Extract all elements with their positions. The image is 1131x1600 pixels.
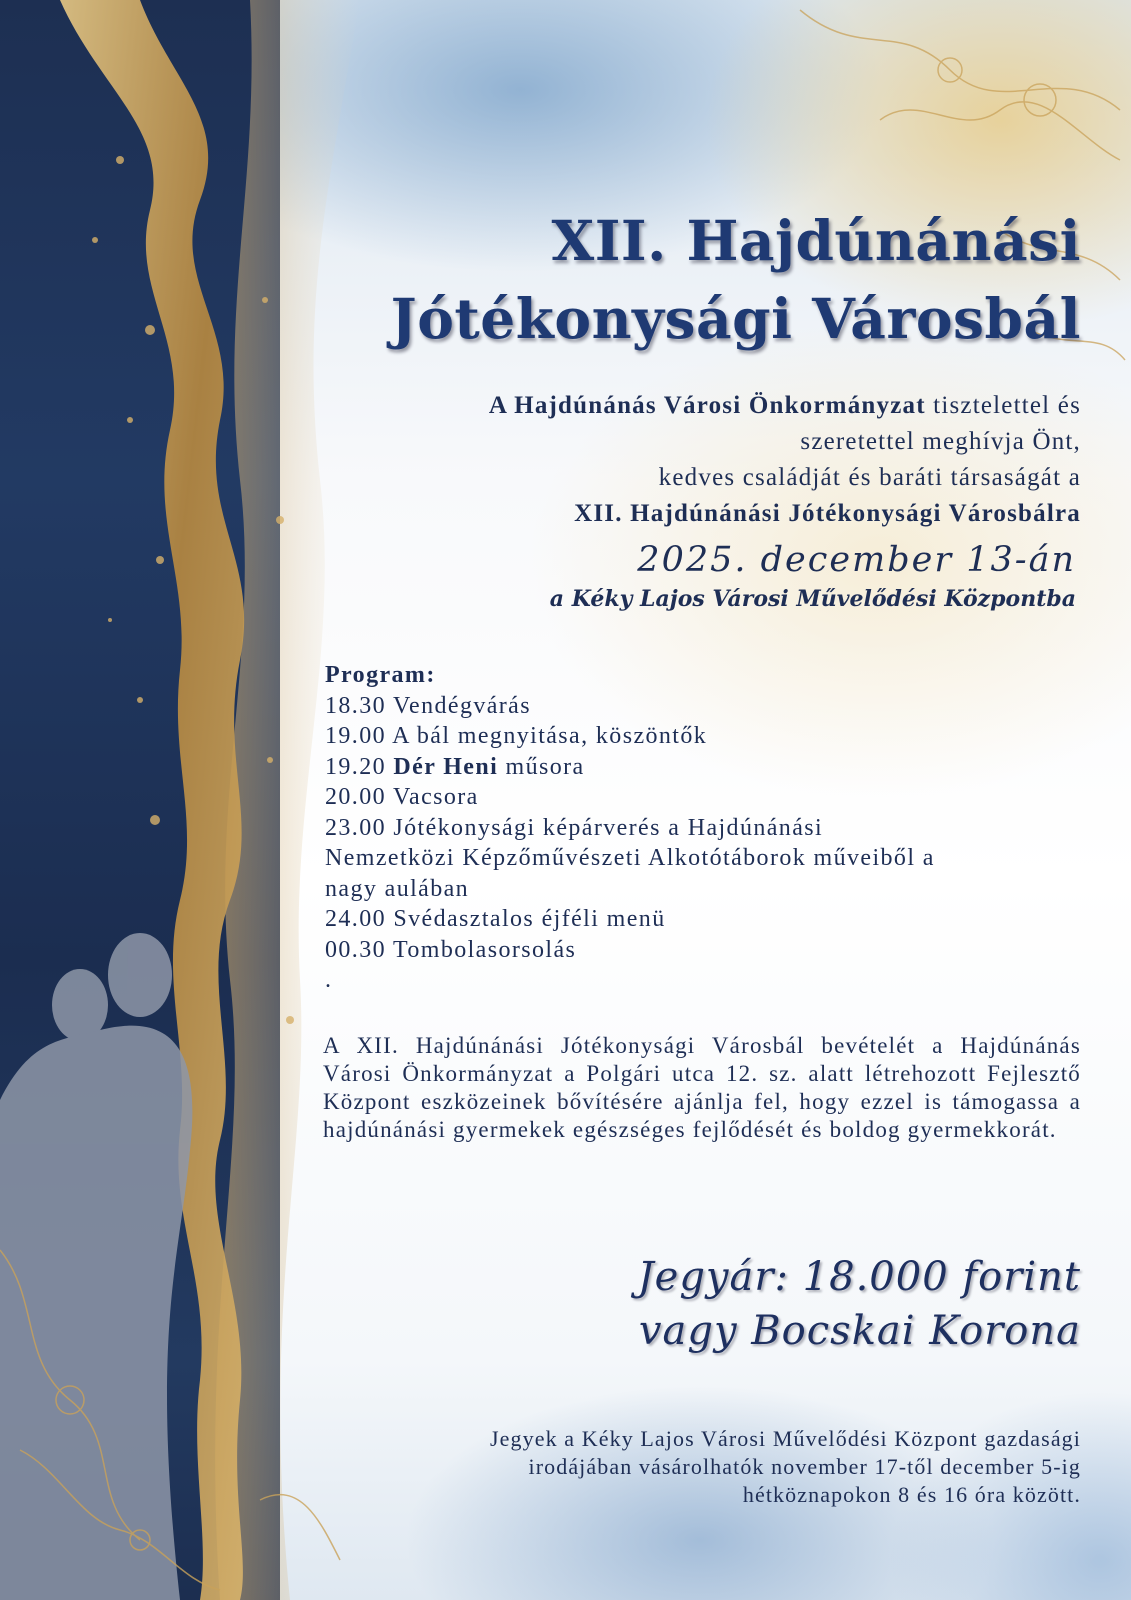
program-item: 19.00 A bál megnyitása, köszöntők: [325, 723, 708, 749]
program-item-continued: nagy aulában: [325, 875, 470, 902]
price-line-1: Jegyár: 18.000 forint: [637, 1254, 1081, 1300]
ticket-price: [381, 1250, 1081, 1358]
program-trailing-dot: .: [325, 967, 333, 993]
program-item: [325, 752, 1085, 783]
event-venue: a Kéky Lajos Városi Művelődési Központba: [549, 586, 1076, 612]
intro-line-1: [301, 388, 1081, 424]
program-item-time: 19.20: [325, 753, 394, 780]
performer-name: Dér Heni: [393, 753, 499, 780]
price-line-2: vagy Bocskai Korona: [638, 1308, 1081, 1354]
title-line-1: XII. Hajdúnánási: [551, 208, 1081, 273]
ticket-info-line-1: Jegyek a Kéky Lajos Városi Művelődési Központ gazdasági: [489, 1426, 1081, 1451]
ticket-info-line-3: hétköznapokon 8 és 16 óra között.: [742, 1482, 1081, 1507]
ticket-info: [301, 1425, 1081, 1509]
program-heading: Program:: [325, 662, 436, 688]
intro-event-name: XII. Hajdúnánási Jótékonysági Városbálra: [574, 500, 1081, 527]
event-date: 2025. december 13-án: [637, 540, 1076, 580]
intro-line-3: kedves családját és baráti társaságát a: [658, 464, 1081, 491]
invitation-intro: [301, 388, 1081, 532]
program-item: 20.00 Vacsora: [325, 784, 479, 810]
program-item-rest: műsora: [498, 753, 585, 780]
intro-host-name: A Hajdúnánás Városi Önkormányzat: [488, 392, 926, 419]
program-item: 18.30 Vendégvárás: [325, 692, 531, 719]
program-item: 24.00 Svédasztalos éjféli menü: [325, 906, 666, 932]
title-line-2: Jótékonysági Városbál: [390, 286, 1081, 351]
program-item: 00.30 Tombolasorsolás: [325, 936, 577, 963]
ticket-info-line-2: irodájában vásárolhatók november 17-től december 5-ig: [528, 1454, 1081, 1479]
program-list: [325, 660, 1085, 996]
intro-line-2: szeretettel meghívja Önt,: [800, 428, 1081, 455]
program-item: 23.00 Jótékonysági képárverés a Hajdúnánási: [325, 814, 824, 841]
dancing-couple-silhouette: [0, 933, 192, 1600]
event-title: [281, 202, 1081, 358]
program-item-continued: Nemzetközi Képzőművészeti Alkotótáborok műveiből a: [325, 845, 935, 871]
intro-line-4: [301, 496, 1081, 532]
charity-paragraph: A XII. Hajdúnánási Jótékonysági Városbál bevételét a Hajdúnánás Városi Önkormányzat a Polgári utca 12. sz. alatt létrehozott Fejlesztő Központ eszközeinek bővítésére ajánlja fel, hogy ezzel is támogassa a hajdúnánási gyermekek egészséges fejlődését és boldog gyermekkorát.: [323, 1033, 1081, 1142]
intro-line-1-rest: tisztelettel és: [925, 392, 1081, 419]
